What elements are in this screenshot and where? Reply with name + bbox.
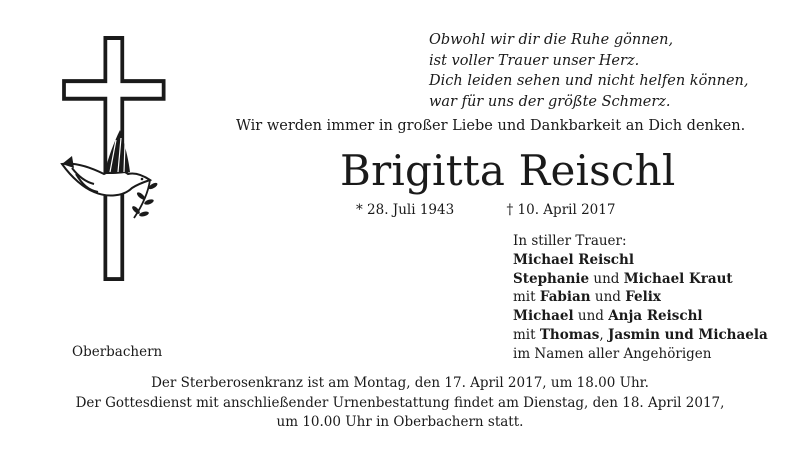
deceased-name: Brigitta Reischl	[340, 146, 676, 195]
mourner-name: Michael Reischl	[513, 251, 634, 268]
cross-icon	[58, 34, 178, 284]
mourner-text: und	[590, 289, 626, 306]
poem-line: Obwohl wir dir die Ruhe gönnen,	[429, 32, 674, 48]
mourner-text: im Namen aller Angehörigen	[513, 345, 712, 362]
mourner-name: Jasmin und Michaela	[607, 326, 768, 343]
service-line: Der Sterberosenkranz ist am Montag, den 17. April 2017, um 18.00 Uhr.	[151, 375, 649, 391]
mourners-intro: In stiller Trauer:	[513, 233, 627, 249]
poem-line: ist voller Trauer unser Herz.	[429, 52, 640, 69]
mourner-name: Michael Kraut	[623, 270, 733, 287]
birth-date: * 28. Juli 1943	[356, 202, 455, 218]
service-info	[0, 374, 800, 433]
mourner-line	[513, 307, 768, 326]
mourner-name: Anja Reischl	[608, 308, 703, 325]
mourner-name: Michael	[513, 308, 574, 325]
mourner-text: und	[573, 308, 609, 325]
mourner-text: ,	[599, 326, 608, 343]
poem	[429, 30, 749, 112]
death-date: † 10. April 2017	[506, 202, 616, 218]
mourner-text: und	[589, 270, 624, 287]
life-dates	[356, 202, 615, 218]
mourner-text: mit	[513, 289, 540, 306]
poem-line: war für uns der größte Schmerz.	[429, 93, 671, 110]
poem-line: Dich leiden sehen und nicht helfen können,	[429, 73, 749, 89]
service-line: Der Gottesdienst mit anschließender Urnenbestattung findet am Dienstag, den 18. April 2017,	[75, 394, 725, 411]
mourner-name: Fabian	[539, 289, 591, 306]
mourner-line	[513, 288, 768, 307]
mourner-line	[513, 326, 768, 345]
mourner-line	[513, 345, 768, 364]
mourner-line	[513, 251, 768, 270]
service-line: um 10.00 Uhr in Oberbachern statt.	[276, 414, 524, 430]
place-name: Oberbachern	[72, 344, 163, 360]
mourner-name: Stephanie	[513, 270, 590, 287]
mourner-line	[513, 270, 768, 289]
mourners-list	[513, 232, 768, 364]
mourner-text: mit	[513, 326, 540, 343]
mourner-name: Thomas	[539, 326, 600, 343]
memory-line: Wir werden immer in großer Liebe und Dankbarkeit an Dich denken.	[236, 118, 746, 134]
mourner-name: Felix	[625, 289, 661, 306]
